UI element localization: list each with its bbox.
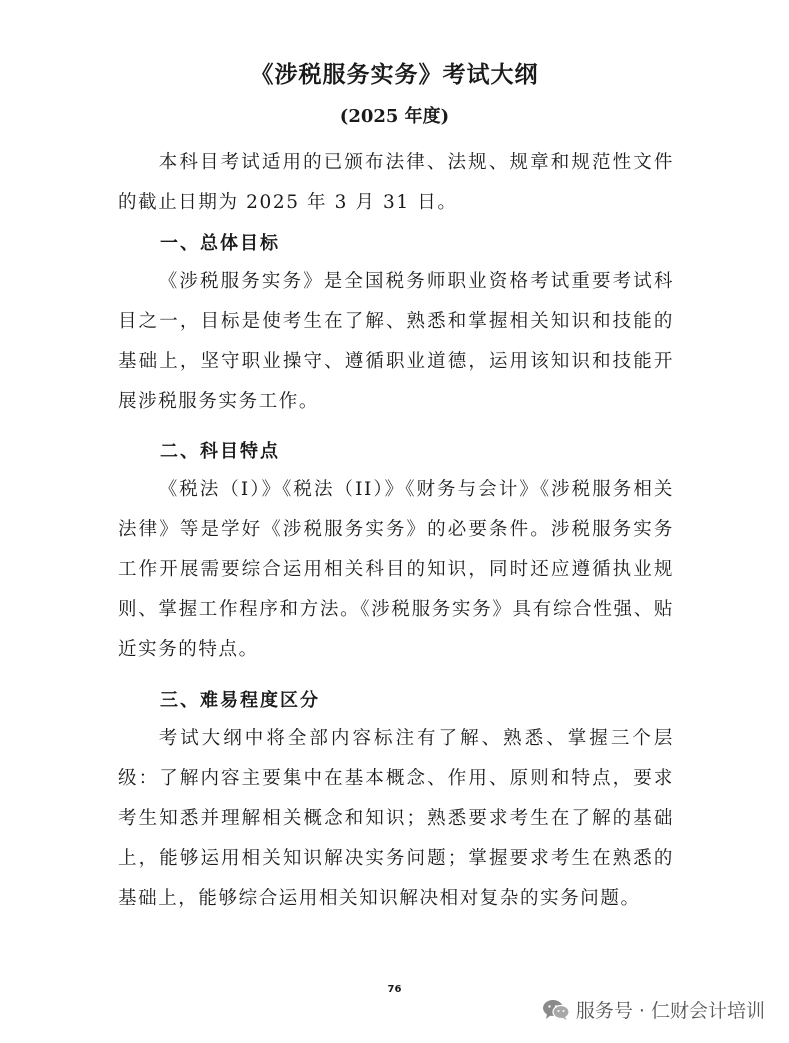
section-paragraph-subject-features: 《税法（Ⅰ）》《税法（II）》《财务与会计》《涉税服务相关法律》等是学好《涉税服务实务》的必要条件。涉税服务实务工作开展需要综合运用相关科目的知识，同时还应遵循执业规则、掌握工作程序和方法。《涉税服务实务》具有综合性强、贴近实务的特点。 (118, 479, 674, 660)
watermark-text: 服务号 · 仁财会计培训 (575, 1000, 765, 1022)
wechat-icon (542, 999, 570, 1021)
page-number: 76 (387, 984, 402, 995)
section-heading-difficulty-levels: 三、难易程度区分 (160, 690, 320, 711)
watermark (542, 996, 765, 1023)
document-year: (2025 年度) (339, 106, 450, 127)
section-heading-overall-goal: 一、总体目标 (160, 233, 280, 254)
section-paragraph-overall-goal: 《涉税服务实务》是全国税务师职业资格考试重要考试科目之一，目标是使考生在了解、熟悉和掌握相关知识和技能的基础上，坚守职业操守、遵循职业道德，运用该知识和技能开展涉税服务实务工作。 (118, 271, 674, 412)
document-title: 《涉税服务实务》考试大纲 (250, 62, 539, 88)
section-paragraph-difficulty-levels: 考试大纲中将全部内容标注有了解、熟悉、掌握三个层级：了解内容主要集中在基本概念、作用、原则和特点，要求考生知悉并理解相关概念和知识；熟悉要求考生在了解的基础上，能够运用相关知识解决实务问题；掌握要求考生在熟悉的基础上，能够综合运用相关知识解决相对复杂的实务问题。 (118, 728, 674, 909)
section-heading-subject-features: 二、科目特点 (160, 441, 280, 462)
intro-paragraph: 本科目考试适用的已颁布法律、法规、规章和规范性文件的截止日期为 2025 年 3 月 31 日。 (118, 152, 674, 213)
